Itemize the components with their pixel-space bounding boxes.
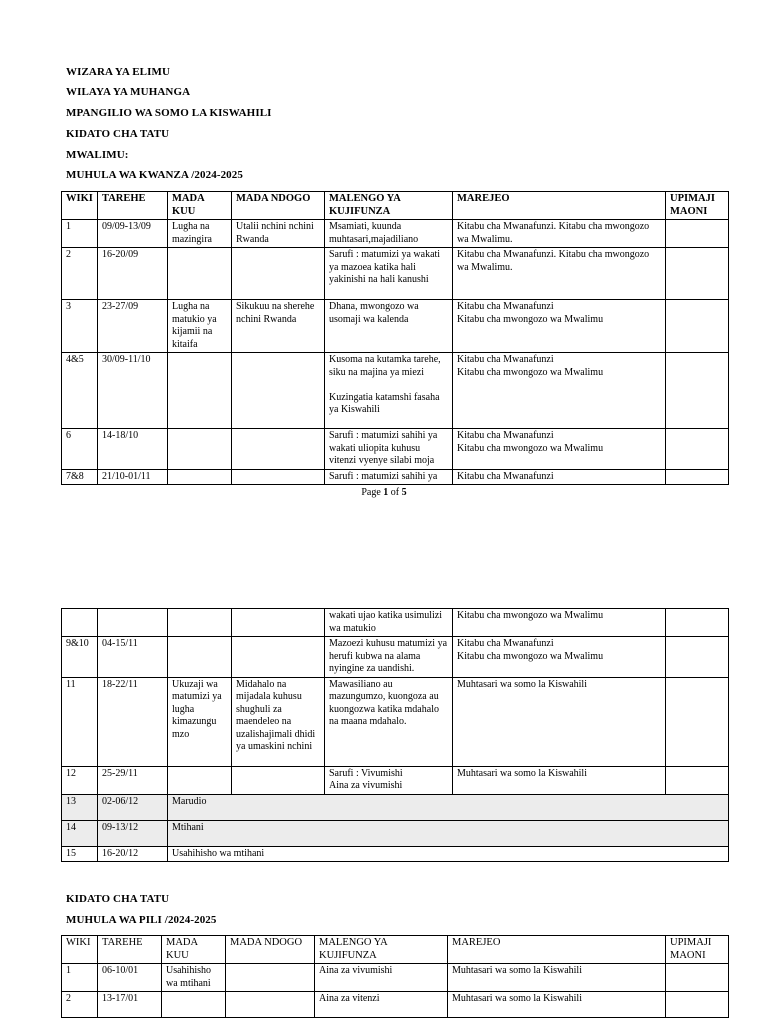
col-header-mada-ndogo: MADA NDOGO [226,936,315,964]
cell-upimaji [666,609,729,637]
col-header-malengo: MALENGO YA KUJIFUNZA [325,192,453,220]
cell-upimaji [666,766,729,794]
col-header-tarehe: TAREHE [98,936,162,964]
cell-marejeo: Muhtasari wa somo la Kiswahili [448,964,666,992]
cell-mada-ndogo: Utalii nchini nchini Rwanda [232,220,325,248]
col-header-upimaji: UPIMAJI MAONI [666,936,729,964]
heading-plan: MPANGILIO WA SOMO LA KISWAHILI [66,107,272,119]
table-row [62,469,729,485]
cell-upimaji [666,353,729,429]
table-row [62,677,729,766]
table-row [62,220,729,248]
cell-mada-ndogo [232,353,325,429]
cell-mada-ndogo [232,609,325,637]
term-two-table [61,935,729,1018]
cell-tarehe: 16-20/12 [98,846,168,862]
cell-tarehe: 21/10-01/11 [98,469,168,485]
cell-marejeo: Kitabu cha Mwanafunzi. Kitabu cha mwongozo wa Mwalimu. [453,248,666,300]
cell-mada-kuu [168,609,232,637]
cell-malengo: wakati ujao katika usimulizi wa matukio [325,609,453,637]
cell-mada-kuu: Lugha na mazingira [168,220,232,248]
table-row [62,429,729,470]
cell-malengo: Sarufi : matumizi sahihi ya wakati uliopita kuhusu vitenzi vyenye silabi moja [325,429,453,470]
cell-mada-kuu: Lugha na matukio ya kijamii na kitaifa [168,300,232,353]
page-of: of [390,487,400,498]
cell-malengo: Sarufi : Vivumishi Aina za vivumishi [325,766,453,794]
table-header-row [62,936,729,964]
cell-mada-ndogo [232,469,325,485]
cell-marejeo: Kitabu cha Mwanafunzi Kitabu cha mwongozo wa Mwalimu [453,637,666,678]
cell-mada-kuu [168,429,232,470]
heading-term-two: MUHULA WA PILI /2024-2025 [66,914,217,926]
col-header-mada-ndogo: MADA NDOGO [232,192,325,220]
col-header-wiki: WIKI [62,936,98,964]
cell-tarehe: 14-18/10 [98,429,168,470]
term-one-table-continued [61,608,729,862]
col-header-mada-kuu: MADA KUU [168,192,232,220]
cell-wiki: 7&8 [62,469,98,485]
cell-malengo: Dhana, mwongozo wa usomaji wa kalenda [325,300,453,353]
cell-upimaji [666,992,729,1018]
cell-wiki: 2 [62,992,98,1018]
cell-upimaji [666,248,729,300]
cell-tarehe: 04-15/11 [98,637,168,678]
cell-wiki: 11 [62,677,98,766]
cell-wiki: 13 [62,794,98,820]
table-row [62,609,729,637]
cell-mada-kuu [168,637,232,678]
cell-wiki: 14 [62,820,98,846]
cell-wiki: 15 [62,846,98,862]
heading-form-2: KIDATO CHA TATU [66,893,170,905]
cell-malengo: Aina za vitenzi [315,992,448,1018]
col-header-marejeo: MAREJEO [448,936,666,964]
table-row [62,248,729,300]
cell-mada-ndogo [232,766,325,794]
cell-mada-ndogo [232,248,325,300]
col-header-marejeo: MAREJEO [453,192,666,220]
cell-mada-ndogo: Sikukuu na sherehe nchini Rwanda [232,300,325,353]
cell-upimaji [666,964,729,992]
cell-wiki: 1 [62,220,98,248]
cell-tarehe: 16-20/09 [98,248,168,300]
cell-activity: Marudio [168,794,729,820]
cell-wiki: 4&5 [62,353,98,429]
cell-tarehe: 09-13/12 [98,820,168,846]
table-row [62,353,729,429]
cell-tarehe: 06-10/01 [98,964,162,992]
cell-malengo: Aina za vivumishi [315,964,448,992]
cell-mada-kuu [168,353,232,429]
table-row [62,637,729,678]
cell-malengo: Kusoma na kutamka tarehe, siku na majina ya miezi Kuzingatia katamshi fasaha ya Kiswahili [325,353,453,429]
cell-mada-kuu [162,992,226,1018]
heading-ministry: WIZARA YA ELIMU [66,66,170,78]
cell-tarehe: 25-29/11 [98,766,168,794]
table-row [62,820,729,846]
col-header-tarehe: TAREHE [98,192,168,220]
page-prefix: Page [361,487,381,498]
cell-marejeo: Kitabu cha Mwanafunzi Kitabu cha mwongozo wa Mwalimu [453,353,666,429]
table-row [62,846,729,862]
col-header-malengo: MALENGO YA KUJIFUNZA [315,936,448,964]
cell-wiki: 1 [62,964,98,992]
col-header-upimaji: UPIMAJI MAONI [666,192,729,220]
cell-marejeo: Kitabu cha Mwanafunzi [453,469,666,485]
cell-activity: Usahihisho wa mtihani [168,846,729,862]
cell-mada-ndogo [232,637,325,678]
heading-form: KIDATO CHA TATU [66,128,170,140]
cell-activity: Mtihani [168,820,729,846]
page-total: 5 [401,487,407,498]
cell-marejeo: Kitabu cha Mwanafunzi Kitabu cha mwongozo wa Mwalimu [453,429,666,470]
cell-upimaji [666,469,729,485]
page-number [0,487,768,498]
cell-mada-kuu [168,766,232,794]
cell-malengo: Sarufi : matumizi ya wakati ya mazoea katika hali yakinishi na hali kanushi [325,248,453,300]
cell-upimaji [666,637,729,678]
cell-tarehe: 09/09-13/09 [98,220,168,248]
cell-tarehe: 02-06/12 [98,794,168,820]
cell-malengo: Msamiati, kuunda muhtasari,majadiliano [325,220,453,248]
table-row [62,300,729,353]
cell-wiki: 6 [62,429,98,470]
col-header-wiki: WIKI [62,192,98,220]
cell-upimaji [666,220,729,248]
heading-district: WILAYA YA MUHANGA [66,86,191,98]
cell-tarehe: 13-17/01 [98,992,162,1018]
cell-upimaji [666,677,729,766]
cell-mada-ndogo [232,429,325,470]
table-row [62,766,729,794]
cell-tarehe: 23-27/09 [98,300,168,353]
cell-upimaji [666,429,729,470]
cell-wiki [62,609,98,637]
cell-mada-ndogo [226,992,315,1018]
cell-mada-kuu [168,469,232,485]
cell-mada-ndogo: Midahalo na mijadala kuhusu shughuli za maendeleo na uzalishajimali dhidi ya umaskini nchini [232,677,325,766]
cell-tarehe [98,609,168,637]
term-one-table [61,191,729,485]
cell-marejeo: Kitabu cha Mwanafunzi Kitabu cha mwongozo wa Mwalimu [453,300,666,353]
cell-wiki: 9&10 [62,637,98,678]
heading-term-one: MUHULA WA KWANZA /2024-2025 [66,169,243,181]
cell-marejeo: Kitabu cha Mwanafunzi. Kitabu cha mwongozo wa Mwalimu. [453,220,666,248]
table-row [62,964,729,992]
cell-tarehe: 18-22/11 [98,677,168,766]
cell-marejeo: Kitabu cha mwongozo wa Mwalimu [453,609,666,637]
cell-tarehe: 30/09-11/10 [98,353,168,429]
cell-marejeo: Muhtasari wa somo la Kiswahili [453,677,666,766]
cell-wiki: 12 [62,766,98,794]
table-row [62,992,729,1018]
cell-marejeo: Muhtasari wa somo la Kiswahili [448,992,666,1018]
col-header-mada-kuu: MADA KUU [162,936,226,964]
cell-mada-kuu: Ukuzaji wa matumizi ya lugha kimazungu mzo [168,677,232,766]
cell-marejeo: Muhtasari wa somo la Kiswahili [453,766,666,794]
cell-mada-kuu [168,248,232,300]
table-header-row [62,192,729,220]
heading-teacher: MWALIMU: [66,149,129,161]
table-row [62,794,729,820]
cell-wiki: 3 [62,300,98,353]
cell-malengo: Mawasiliano au mazungumzo, kuongoza au kuongozwa katika mdahalo na maana mdahalo. [325,677,453,766]
cell-malengo: Mazoezi kuhusu matumizi ya herufi kubwa na alama nyingine za uandishi. [325,637,453,678]
cell-mada-kuu: Usahihisho wa mtihani [162,964,226,992]
cell-malengo: Sarufi : matumizi sahihi ya [325,469,453,485]
cell-upimaji [666,300,729,353]
cell-wiki: 2 [62,248,98,300]
page-current: 1 [383,487,389,498]
cell-mada-ndogo [226,964,315,992]
